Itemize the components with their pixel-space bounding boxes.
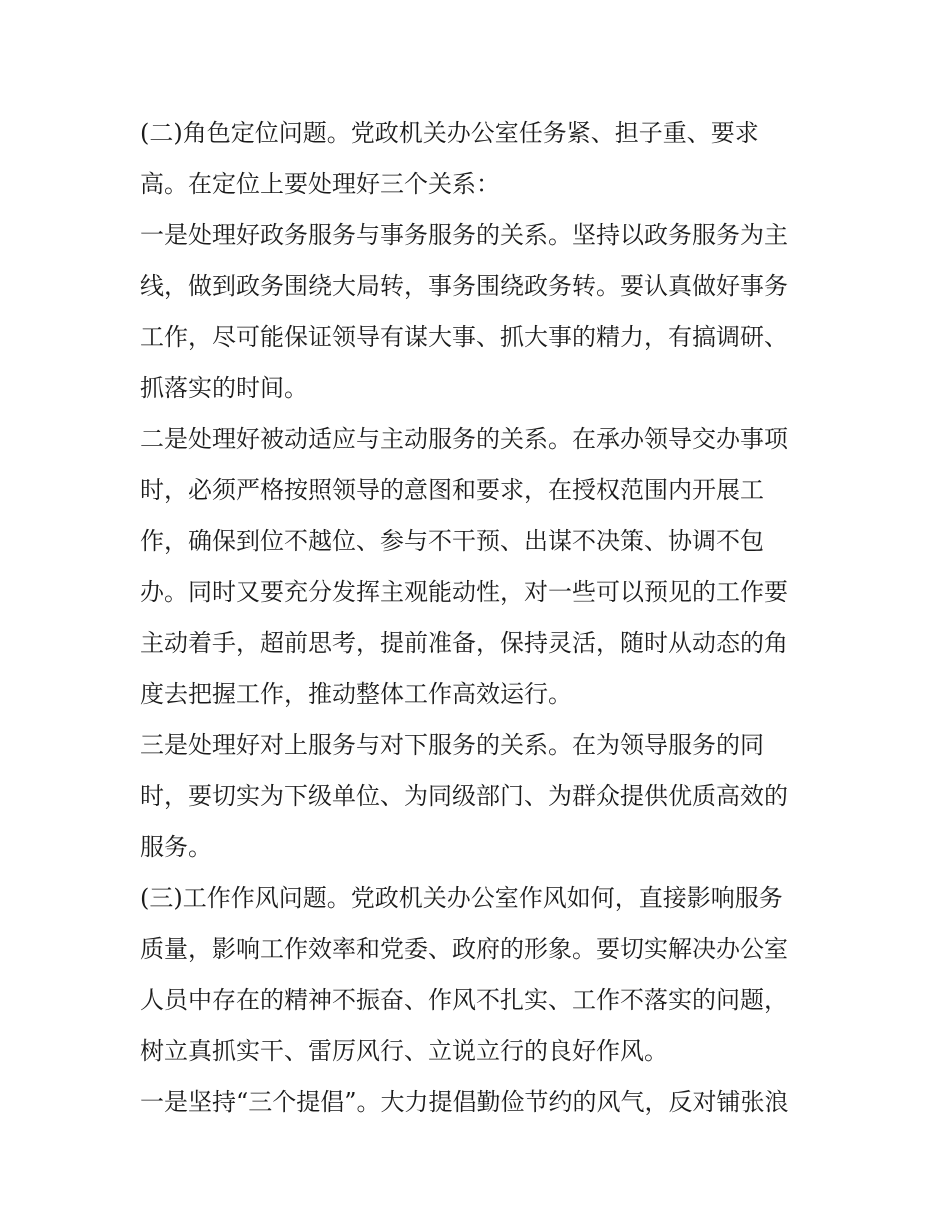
text-line: 线，做到政务围绕大局转，事务围绕政务转。要认真做好事务 (140, 272, 788, 300)
text-line: 主动着手，超前思考，提前准备，保持灵活，随时从动态的角 (140, 629, 788, 657)
text-line: 度去把握工作，推动整体工作高效运行。 (140, 680, 572, 708)
text-line: 时，要切实为下级单位、为同级部门、为群众提供优质高效的 (140, 782, 788, 810)
text-line: 三是处理好对上服务与对下服务的关系。在为领导服务的同 (140, 731, 764, 759)
text-line: 服务。 (140, 833, 212, 861)
text-line: 一是处理好政务服务与事务服务的关系。坚持以政务服务为主 (140, 221, 788, 249)
paragraph-role-positioning (140, 108, 820, 210)
text-line: 人员中存在的精神不振奋、作风不扎实、工作不落实的问题， (140, 986, 788, 1014)
text-line: 抓落实的时间。 (140, 374, 308, 402)
paragraph-government-affairs (140, 210, 820, 414)
document-body (140, 108, 820, 1128)
text-line: (二)角色定位问题。党政机关办公室任务紧、担子重、要求 (140, 119, 759, 147)
paragraph-up-down-service (140, 720, 820, 873)
text-line: (三)工作作风问题。党政机关办公室作风如何，直接影响服务 (140, 884, 783, 912)
text-line: 树立真抓实干、雷厉风行、立说立行的良好作风。 (140, 1037, 668, 1065)
paragraph-active-service (140, 414, 820, 720)
text-line: 质量，影响工作效率和党委、政府的形象。要切实解决办公室 (140, 935, 788, 963)
paragraph-work-style (140, 873, 820, 1077)
text-line: 二是处理好被动适应与主动服务的关系。在承办领导交办事项 (140, 425, 788, 453)
paragraph-three-advocates (140, 1077, 820, 1128)
text-line: 高。在定位上要处理好三个关系： (140, 170, 500, 198)
text-line: 一是坚持“三个提倡”。大力提倡勤俭节约的风气，反对铺张浪 (140, 1088, 789, 1116)
text-line: 作，确保到位不越位、参与不干预、出谋不决策、协调不包 (140, 527, 764, 555)
text-line: 时，必须严格按照领导的意图和要求，在授权范围内开展工 (140, 476, 764, 504)
text-line: 办。同时又要充分发挥主观能动性，对一些可以预见的工作要 (140, 578, 788, 606)
text-line: 工作，尽可能保证领导有谋大事、抓大事的精力，有搞调研、 (140, 323, 788, 351)
